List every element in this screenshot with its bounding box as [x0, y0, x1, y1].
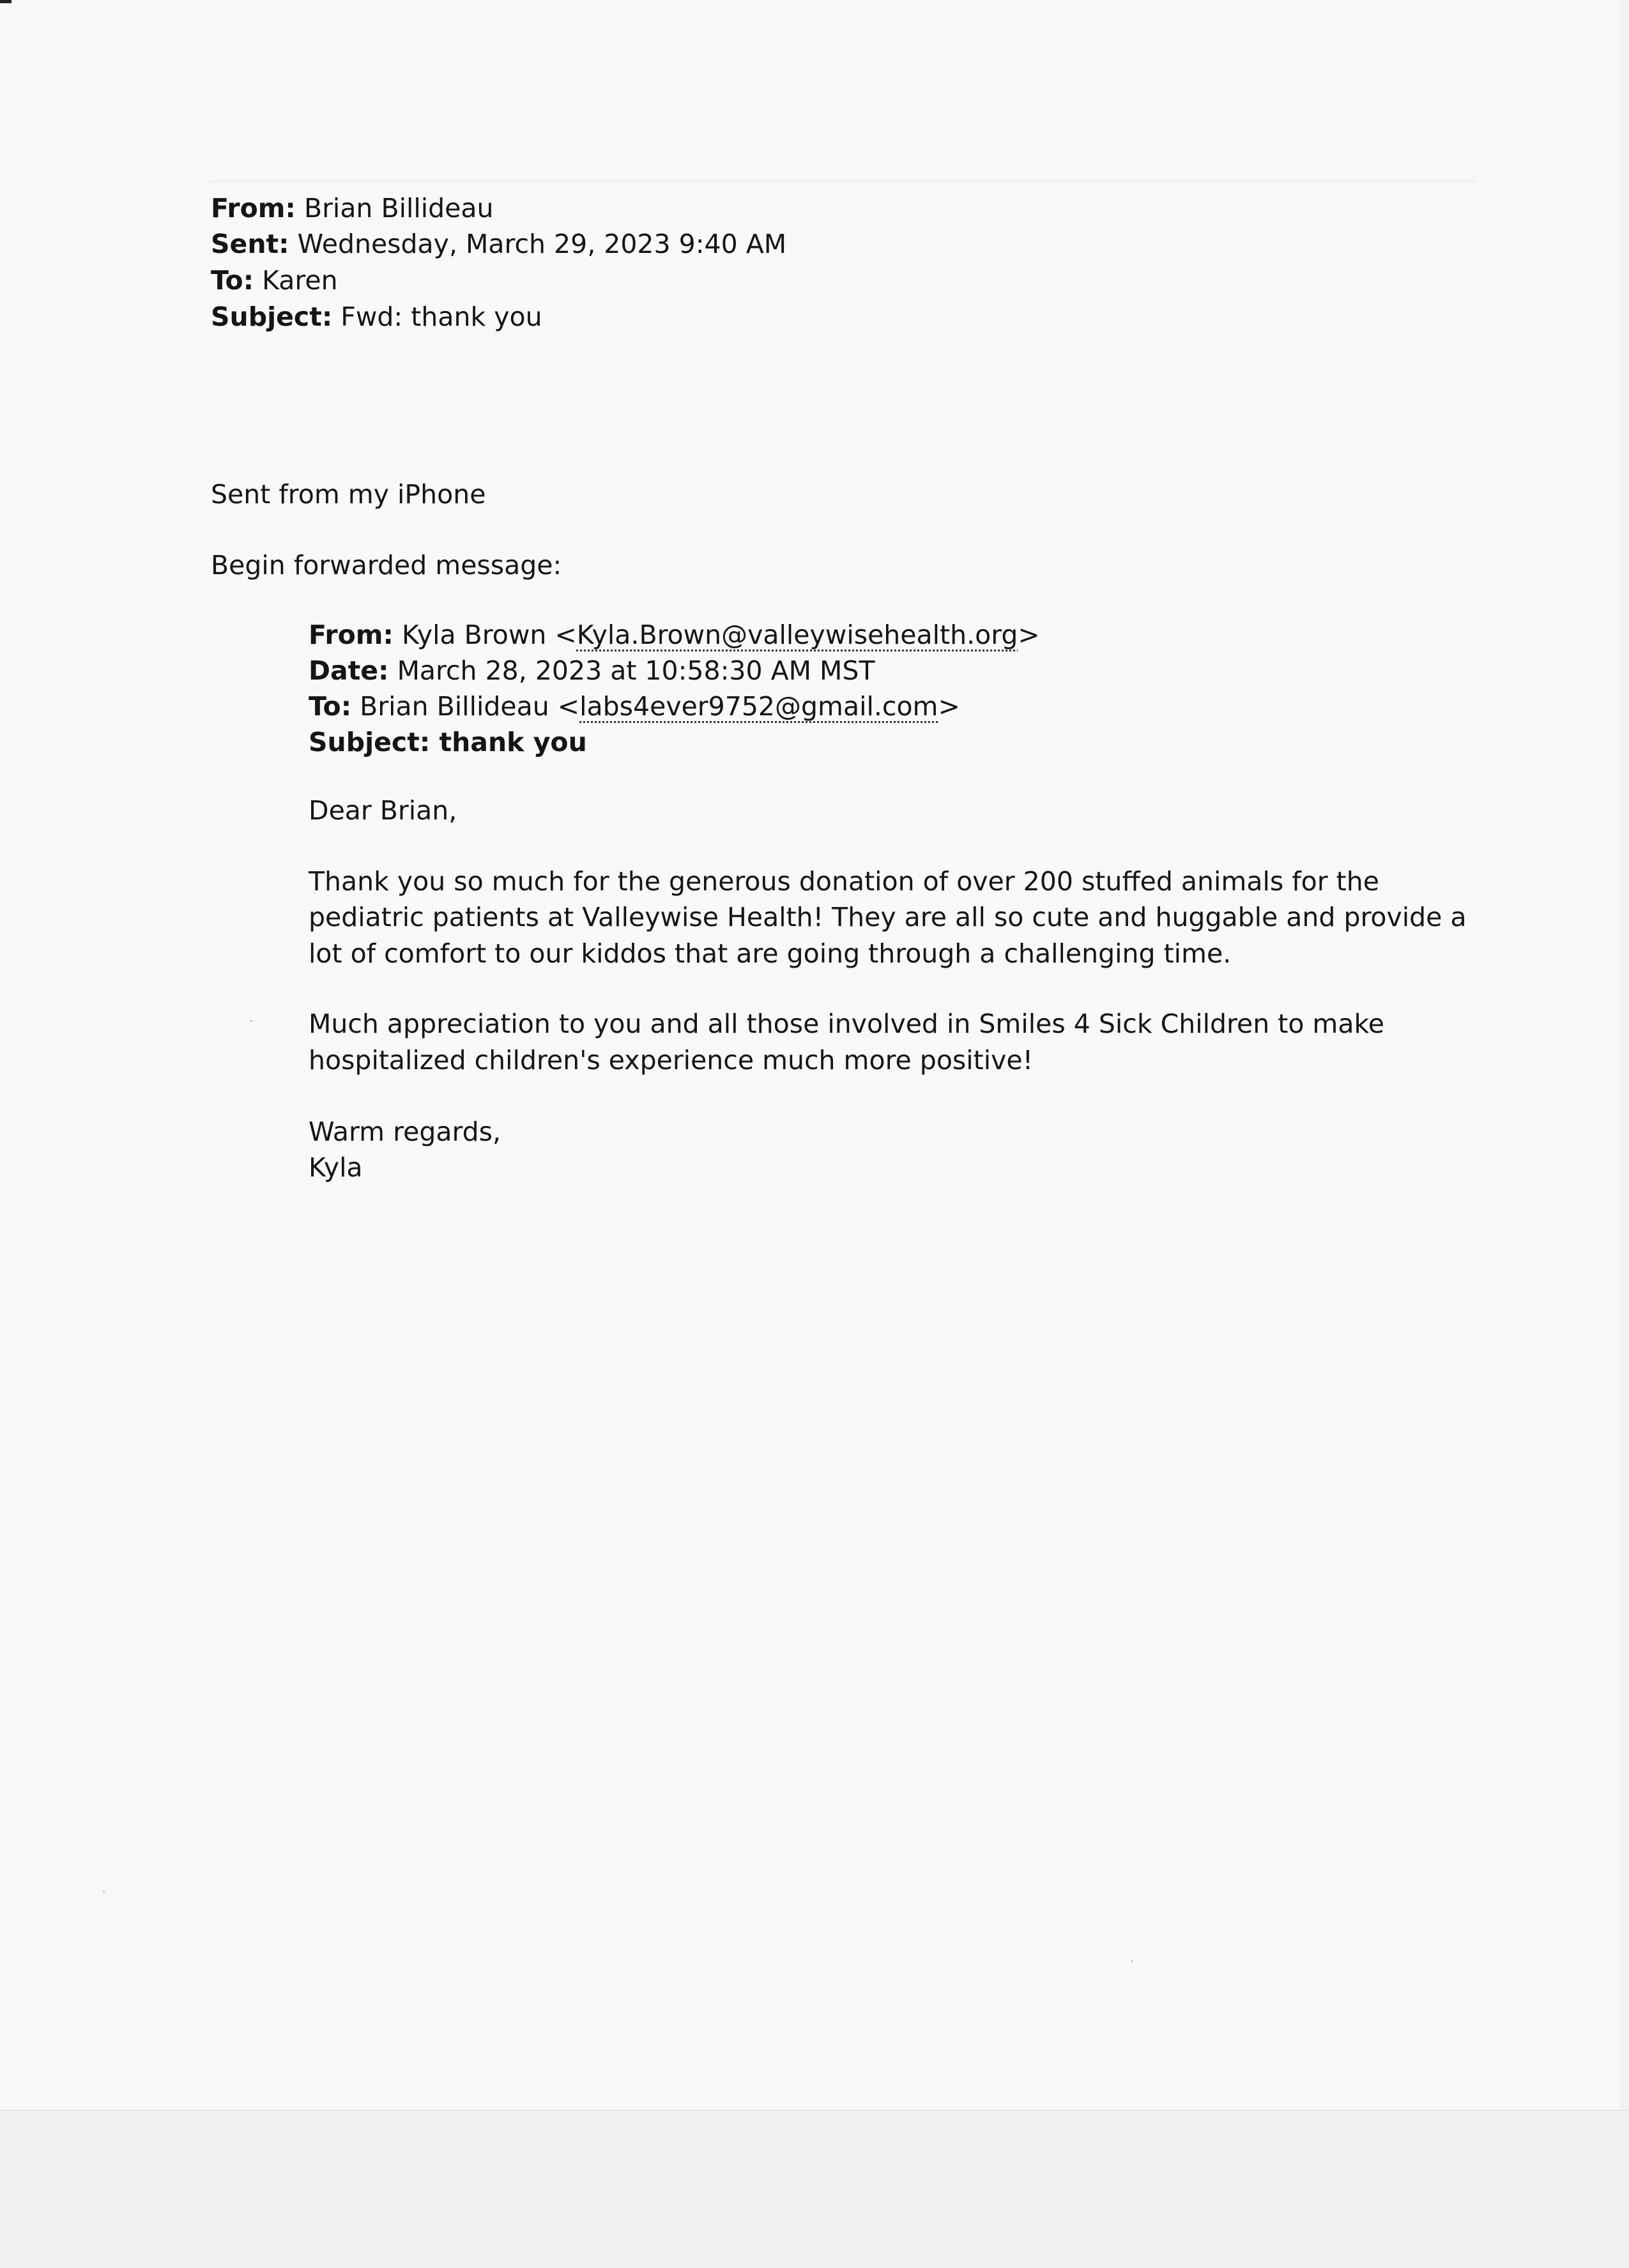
forward-intro: Begin forwarded message: [211, 550, 562, 581]
forwarded-to-name: Brian Billideau < [360, 691, 580, 722]
forwarded-to-line [309, 689, 960, 724]
paragraph1-line: pediatric patients at Valleywise Health! They are all so cute and huggable and provide a [309, 902, 1467, 932]
forwarded-to-label: To: [309, 691, 352, 722]
outer-from-value: Brian Billideau [303, 193, 494, 224]
outer-sent-line [211, 226, 786, 262]
forwarded-date-label: Date: [309, 655, 389, 686]
paragraph2-line: hospitalized children's experience much more positive! [309, 1045, 1034, 1076]
paragraph2-line: Much appreciation to you and all those involved in Smiles 4 Sick Children to make [309, 1008, 1385, 1039]
sent-from-iphone: Sent from my iPhone [211, 479, 486, 510]
scan-bottom-band [0, 2110, 1629, 2268]
header-divider [211, 181, 1476, 182]
outer-to-label: To: [211, 265, 254, 296]
forwarded-subject-value: thank you [439, 727, 587, 757]
forwarded-from-line [309, 617, 1040, 653]
outer-to-value: Karen [262, 265, 338, 296]
outer-to-line [211, 263, 338, 298]
forwarded-from-label: From: [309, 620, 394, 650]
scan-speck [1131, 1960, 1133, 1962]
outer-subject-value: Fwd: thank you [340, 301, 542, 332]
forwarded-date-line [309, 653, 875, 689]
closing: Warm regards, [309, 1116, 501, 1147]
outer-subject-label: Subject: [211, 301, 333, 332]
forwarded-date-value: March 28, 2023 at 10:58:30 AM MST [397, 655, 875, 686]
paragraph1-line: Thank you so much for the generous donation of over 200 stuffed animals for the [309, 866, 1379, 897]
outer-from-label: From: [211, 193, 296, 224]
forwarded-to-close: > [938, 691, 960, 722]
outer-sent-label: Sent: [211, 229, 289, 259]
scan-right-edge [1620, 0, 1629, 2267]
outer-from-line [211, 190, 494, 226]
forwarded-subject-label: Subject: [309, 727, 431, 757]
scan-speck [250, 1020, 252, 1022]
scan-edge-mark [0, 0, 11, 3]
greeting: Dear Brian, [309, 795, 457, 826]
forwarded-from-email-link[interactable]: Kyla.Brown@valleywisehealth.org [576, 620, 1018, 650]
forwarded-from-name: Kyla Brown < [401, 620, 577, 650]
paragraph1-line: lot of comfort to our kiddos that are going through a challenging time. [309, 938, 1232, 969]
signer-name: Kyla [309, 1152, 363, 1183]
forwarded-to-email-link[interactable]: labs4ever9752@gmail.com [579, 691, 938, 722]
scan-speck [103, 1891, 105, 1892]
forwarded-subject-line [309, 724, 587, 760]
outer-sent-value: Wednesday, March 29, 2023 9:40 AM [297, 229, 787, 259]
forwarded-from-close: > [1018, 620, 1040, 650]
outer-subject-line [211, 299, 542, 335]
